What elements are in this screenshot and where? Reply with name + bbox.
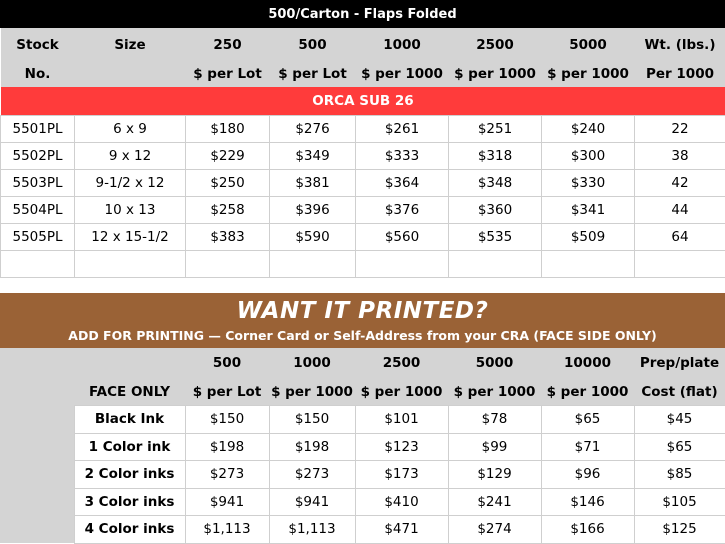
table-cell: $273 — [269, 461, 355, 489]
col-header: 1000 — [269, 348, 355, 378]
printing-header-row — [0, 378, 725, 406]
table-cell: $341 — [542, 197, 635, 224]
table-cell: $560 — [356, 224, 449, 251]
table-cell: $396 — [270, 197, 356, 224]
table-cell: $251 — [449, 116, 542, 143]
table-cell: $509 — [542, 224, 635, 251]
col-subheader: $ per Lot — [270, 60, 356, 87]
table-cell: $166 — [541, 516, 634, 544]
table-cell — [1, 251, 75, 278]
table-cell: 12 x 15-1/2 — [75, 224, 186, 251]
printing-row — [0, 406, 725, 434]
table-row — [1, 251, 725, 278]
table-cell: $105 — [634, 488, 725, 516]
spacer — [0, 278, 725, 293]
table-cell: $383 — [186, 224, 270, 251]
side-cell — [0, 516, 74, 544]
table-cell — [356, 251, 449, 278]
printing-banner — [0, 293, 725, 348]
table-cell — [542, 251, 635, 278]
table-cell: $274 — [448, 516, 541, 544]
table-cell — [270, 251, 356, 278]
table-cell: $258 — [186, 197, 270, 224]
table-cell: $300 — [542, 143, 635, 170]
col-subheader: $ per 1000 — [541, 378, 634, 406]
printing-header-row — [0, 348, 725, 378]
table-header-row — [1, 60, 725, 87]
col-header-weight: Wt. (lbs.) — [635, 28, 725, 60]
table-cell: 5503PL — [1, 170, 75, 197]
printing-subline: ADD FOR PRINTING — Corner Card or Self-Address from your CRA (FACE SIDE ONLY) — [0, 326, 725, 346]
section-row — [1, 87, 725, 116]
col-subheader: $ per 1000 — [448, 378, 541, 406]
table-cell: $941 — [269, 488, 355, 516]
col-header-2500: 2500 — [449, 28, 542, 60]
printing-table-body — [0, 406, 725, 544]
table-cell: $410 — [355, 488, 448, 516]
table-cell: $535 — [449, 224, 542, 251]
table-cell: $318 — [449, 143, 542, 170]
table-cell: $198 — [269, 433, 355, 461]
printing-row — [0, 433, 725, 461]
printing-row — [0, 488, 725, 516]
table-cell: $240 — [542, 116, 635, 143]
table-cell: 6 x 9 — [75, 116, 186, 143]
table-cell: $360 — [449, 197, 542, 224]
col-header-size: Size — [75, 28, 186, 60]
table-row — [1, 116, 725, 143]
table-cell: $1,113 — [269, 516, 355, 544]
table-row — [1, 170, 725, 197]
col-subheader: $ per 1000 — [269, 378, 355, 406]
col-header: 2500 — [355, 348, 448, 378]
table-cell: $150 — [269, 406, 355, 434]
table-cell: $229 — [186, 143, 270, 170]
printing-row — [0, 516, 725, 544]
table-cell: 44 — [635, 197, 725, 224]
page-title: 500/Carton - Flaps Folded — [0, 0, 725, 28]
section-label: ORCA SUB 26 — [1, 87, 725, 116]
table-cell: $273 — [185, 461, 269, 489]
table-cell: $241 — [448, 488, 541, 516]
table-cell: $198 — [185, 433, 269, 461]
ink-option-label: 2 Color inks — [74, 461, 185, 489]
table-cell: 5502PL — [1, 143, 75, 170]
table-cell: $78 — [448, 406, 541, 434]
table-cell: $85 — [634, 461, 725, 489]
side-cell — [0, 461, 74, 489]
table-cell: $96 — [541, 461, 634, 489]
col-header-5000: 5000 — [542, 28, 635, 60]
table-cell: $330 — [542, 170, 635, 197]
side-cell — [0, 378, 74, 406]
table-cell: $250 — [186, 170, 270, 197]
table-cell: $146 — [541, 488, 634, 516]
printing-row — [0, 461, 725, 489]
table-cell: $123 — [355, 433, 448, 461]
col-subheader: No. — [1, 60, 75, 87]
table-cell: $150 — [185, 406, 269, 434]
table-cell: 10 x 13 — [75, 197, 186, 224]
col-header — [74, 348, 185, 378]
table-cell: $590 — [270, 224, 356, 251]
col-header: Prep/plate — [634, 348, 725, 378]
side-cell — [0, 488, 74, 516]
col-subheader: Per 1000 — [635, 60, 725, 87]
col-header: 10000 — [541, 348, 634, 378]
table-cell: $471 — [355, 516, 448, 544]
table-cell: 38 — [635, 143, 725, 170]
table-cell: $376 — [356, 197, 449, 224]
table-cell: $45 — [634, 406, 725, 434]
table-cell — [635, 251, 725, 278]
table-cell: $99 — [448, 433, 541, 461]
col-header-250: 250 — [186, 28, 270, 60]
table-cell — [449, 251, 542, 278]
table-cell: $381 — [270, 170, 356, 197]
printing-headline: WANT IT PRINTED? — [0, 293, 725, 326]
table-cell: $261 — [356, 116, 449, 143]
printing-table — [0, 348, 725, 544]
table-row — [1, 197, 725, 224]
col-header-1000: 1000 — [356, 28, 449, 60]
table-cell: $71 — [541, 433, 634, 461]
table-cell: $333 — [356, 143, 449, 170]
col-header: 5000 — [448, 348, 541, 378]
table-cell: 5501PL — [1, 116, 75, 143]
col-header-500: 500 — [270, 28, 356, 60]
col-subheader: $ per Lot — [186, 60, 270, 87]
col-subheader: $ per Lot — [185, 378, 269, 406]
col-subheader — [75, 60, 186, 87]
ink-option-label: 4 Color inks — [74, 516, 185, 544]
ink-option-label: 3 Color inks — [74, 488, 185, 516]
table-cell — [75, 251, 186, 278]
table-cell: $129 — [448, 461, 541, 489]
pricing-table — [0, 28, 725, 278]
col-subheader: Cost (flat) — [634, 378, 725, 406]
table-cell: $173 — [355, 461, 448, 489]
table-cell: $180 — [186, 116, 270, 143]
side-cell — [0, 433, 74, 461]
col-subheader: $ per 1000 — [449, 60, 542, 87]
col-subheader: $ per 1000 — [356, 60, 449, 87]
table-cell: $348 — [449, 170, 542, 197]
table-row — [1, 143, 725, 170]
table-body — [1, 116, 725, 278]
col-header: 500 — [185, 348, 269, 378]
side-cell — [0, 406, 74, 434]
ink-option-label: 1 Color ink — [74, 433, 185, 461]
table-cell: $941 — [185, 488, 269, 516]
table-cell: $276 — [270, 116, 356, 143]
ink-option-label: Black Ink — [74, 406, 185, 434]
col-subheader: $ per 1000 — [355, 378, 448, 406]
table-cell: $349 — [270, 143, 356, 170]
table-cell: $65 — [634, 433, 725, 461]
table-cell: $125 — [634, 516, 725, 544]
col-header-stock: Stock — [1, 28, 75, 60]
table-row — [1, 224, 725, 251]
table-cell: $364 — [356, 170, 449, 197]
table-cell: 9 x 12 — [75, 143, 186, 170]
table-cell: 64 — [635, 224, 725, 251]
table-cell: 42 — [635, 170, 725, 197]
table-header-row — [1, 28, 725, 60]
table-cell: 5505PL — [1, 224, 75, 251]
col-subheader: $ per 1000 — [542, 60, 635, 87]
table-cell: $1,113 — [185, 516, 269, 544]
table-cell — [186, 251, 270, 278]
side-cell — [0, 348, 74, 378]
table-cell: 22 — [635, 116, 725, 143]
table-cell: 9-1/2 x 12 — [75, 170, 186, 197]
col-subheader: FACE ONLY — [74, 378, 185, 406]
table-cell: 5504PL — [1, 197, 75, 224]
table-cell: $65 — [541, 406, 634, 434]
table-cell: $101 — [355, 406, 448, 434]
